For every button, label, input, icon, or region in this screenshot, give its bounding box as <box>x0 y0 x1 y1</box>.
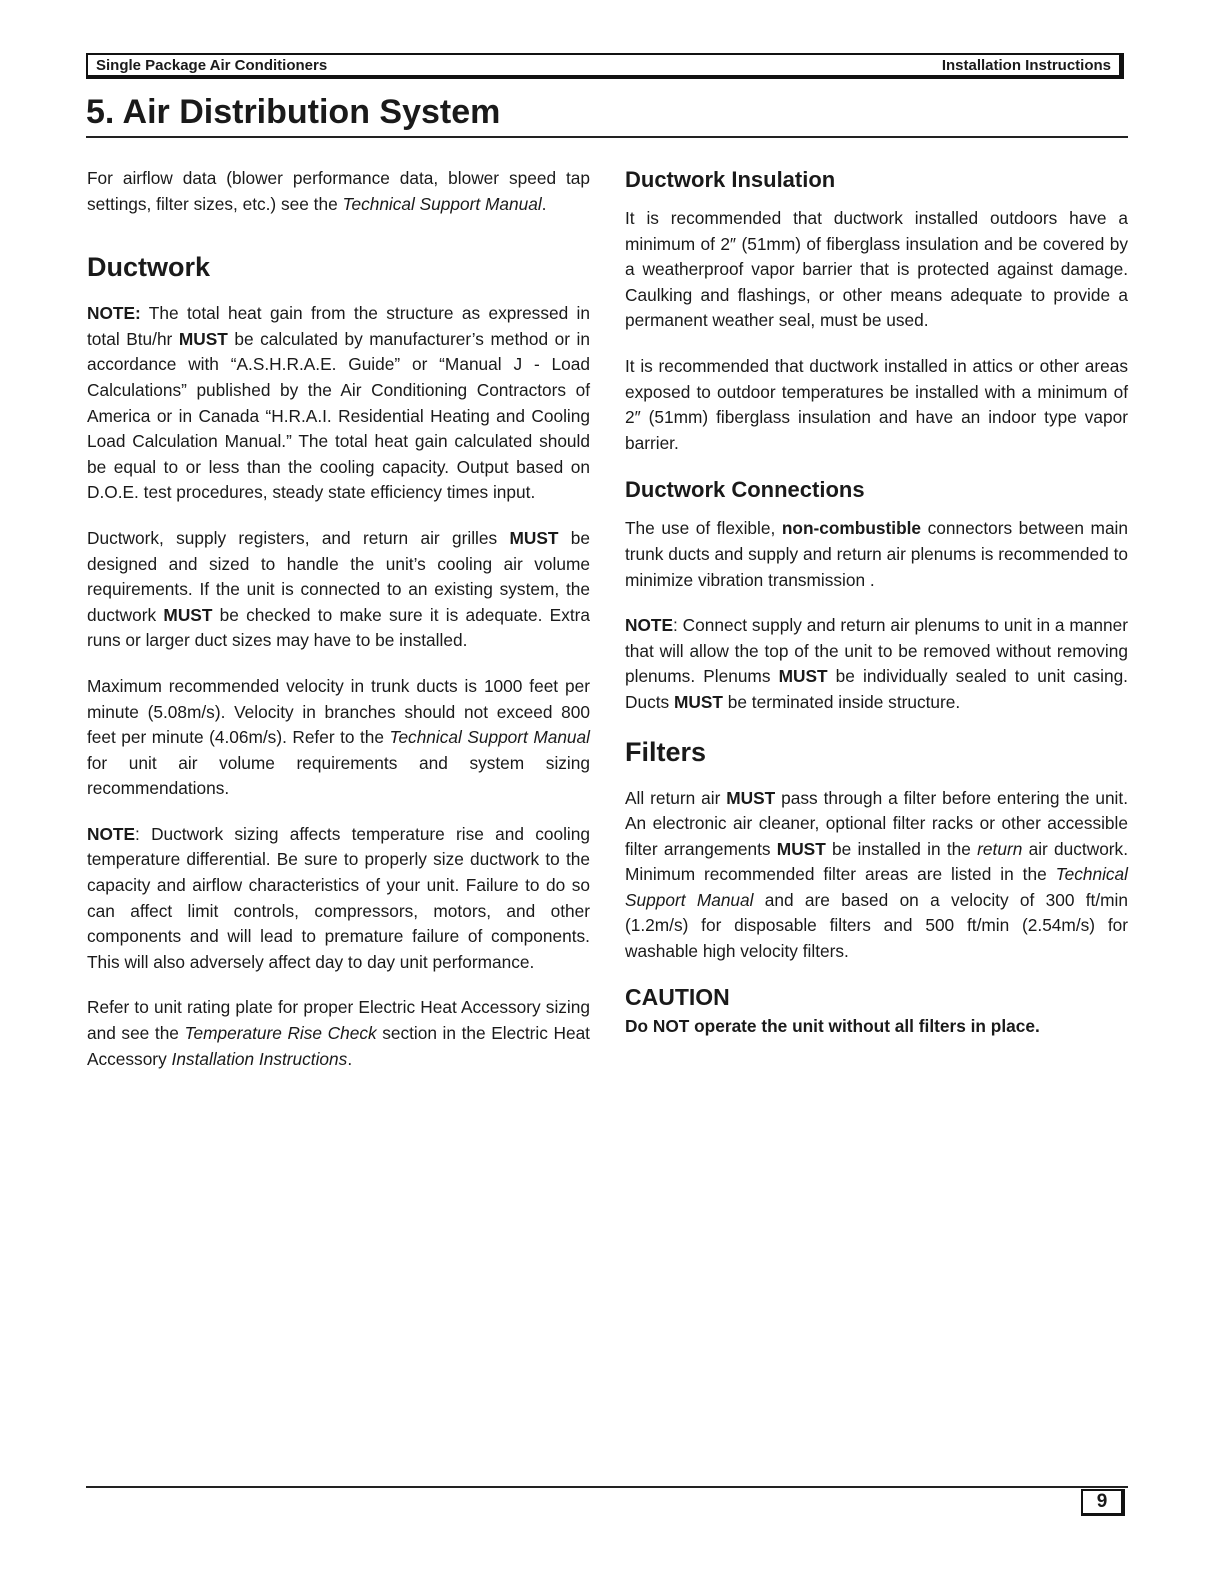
registers-paragraph: Ductwork, supply registers, and return air grilles MUST be designed and sized to handle the unit’s cooling air volume requirements. If the unit is connected to an existing system, the ductwork MUST be checked to make sure it is adequate. Extra runs or larger duct sizes may have to be installed. <box>87 527 591 651</box>
insulation-heading: Ductwork Insulation <box>625 167 836 192</box>
connectors-paragraph: The use of flexible, non-combustible connectors between main trunk ducts and supply and return air plenums is recommended to minimize vibration transmission . <box>625 518 1129 590</box>
ductwork-heading: Ductwork <box>87 252 211 283</box>
header-left: Single Package Air Conditioners <box>96 56 328 74</box>
caution-text: Do NOT operate the unit without all filters in place. <box>625 1016 1040 1037</box>
electric-heat-paragraph: Refer to unit rating plate for proper Electric Heat Accessory sizing and see the Temperature Rise Check section in the Electric Heat Accessory Installation Instructions. <box>87 997 590 1069</box>
running-header <box>86 53 1124 79</box>
velocity-paragraph: Maximum recommended velocity in trunk ducts is 1000 feet per minute (5.08m/s). Velocity in branches should not exceed 800 feet per minute (4.06m/s). Refer to the Technical Support Manual for unit air volume requirements and system sizing recommendations. <box>87 675 590 799</box>
header-right: Installation Instructions <box>941 56 1111 74</box>
heat-gain-note: NOTE: The total heat gain from the structure as expressed in total Btu/hr MUST be calculated by manufacturer’s method or in accordance with “A.S.H.R.A.E. Guide” or “Manual J - Load Calculations” published by the Air Conditioning Contractors of America or in Canada “H.R.A.I. Residential Heating and Cooling Load Calculation Manual.” The total heat gain calculated should be equal to or less than the cooling capacity. Output based on D.O.E. test procedures, steady state efficiency times input. <box>87 303 590 503</box>
filters-paragraph: All return air MUST pass through a filter before entering the unit. An electronic air cleaner, optional filter racks or other accessible filter arrangements MUST be installed in the return air ductwork. Minimum recommended filter areas are listed in the Technical Support Manual and are based on a velocity of 300 ft/min (1.2m/s) for disposable filters and 500 ft/min (2.54m/s) for washable high velocity filters. <box>625 787 1129 962</box>
caution-title: CAUTION <box>625 983 730 1010</box>
section-title: 5. Air Distribution System <box>86 92 1128 138</box>
outdoor-insulation-paragraph: It is recommended that ductwork installed outdoors have a minimum of 2″ (51mm) of fiberglass insulation and be covered by a weatherproof vapor barrier that is protected against damage. Caulking and flashings, or other means adequate to provide a permanent weather seal, must be used. <box>625 208 1128 331</box>
filters-heading: Filters <box>625 736 707 767</box>
left-column <box>87 166 590 1092</box>
page-number: 9 <box>1081 1489 1125 1516</box>
intro-paragraph: For airflow data (blower performance data, blower speed tap settings, filter sizes, etc.) see the Technical Support Manual. <box>87 168 590 214</box>
attic-insulation-paragraph: It is recommended that ductwork installed in attics or other areas exposed to outdoor temperatures be installed with a minimum of 2″ (51mm) fiberglass insulation and have an indoor type vapor barrier. <box>625 355 1128 453</box>
plenum-note: NOTE: Connect supply and return air plenums to unit in a manner that will allow the top of the unit to be removed without removing plenums. Plenums MUST be individually sealed to unit casing. Ducts MUST be terminated inside structure. <box>625 615 1128 712</box>
sizing-note: NOTE: Ductwork sizing affects temperature rise and cooling temperature differential. Be sure to properly size ductwork to the capacity and airflow characteristics of your unit. Failure to do so can affect limit controls, compressors, motors, and other components and will lead to premature failure of components. This will also adversely affect day to day unit performance. <box>87 823 590 972</box>
connections-heading: Ductwork Connections <box>625 477 865 503</box>
right-column <box>625 166 1128 1040</box>
footer-rule <box>86 1486 1128 1488</box>
